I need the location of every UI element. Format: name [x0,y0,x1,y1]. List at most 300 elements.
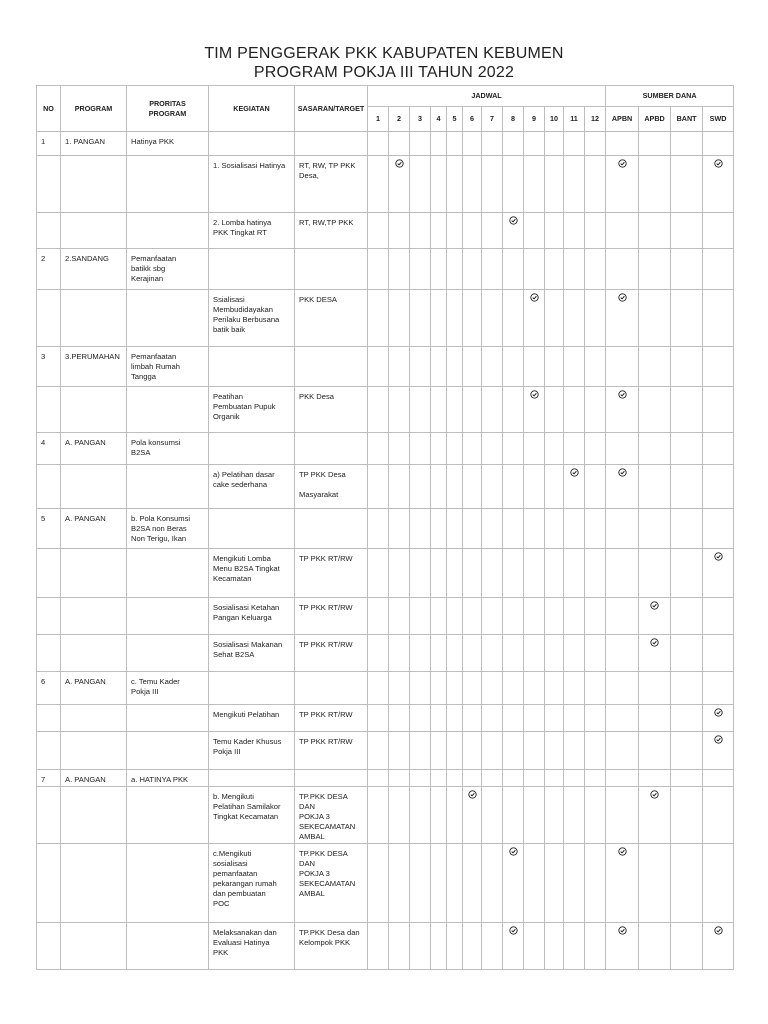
no-text [37,213,60,218]
cell-month-10 [545,156,564,213]
cell-kegiatan [209,635,295,672]
cell-fund-apbd [639,787,671,844]
cell-month-9 [524,598,545,635]
cell-month-7 [482,509,503,549]
cell-month-9 [524,387,545,433]
cell-month-12 [585,156,606,213]
cell-fund-apbn [606,387,639,433]
program-text: A. PANGAN [65,775,106,784]
prioritas-text: Hatinya PKK [131,137,175,146]
table-row [37,509,734,549]
cell-month-9 [524,705,545,732]
cell-fund-apbn [606,705,639,732]
no-text [37,465,60,470]
cell-month-10 [545,465,564,509]
cell-month-3 [410,598,431,635]
cell-month-4 [431,347,447,387]
check-circle-icon [509,847,518,856]
cell-month-1 [368,132,389,156]
cell-month-9 [524,509,545,549]
cell-month-5 [447,549,463,598]
cell-fund-apbn [606,549,639,598]
cell-sasaran [295,672,368,705]
check-circle-icon [530,293,539,302]
cell-sasaran [295,549,368,598]
cell-fund-apbn [606,132,639,156]
cell-no [37,249,61,290]
cell-kegiatan [209,598,295,635]
cell-program [61,598,127,635]
kegiatan-text: Mengikuti Lomba Menu B2SA Tingkat Kecamatan [213,554,280,583]
cell-month-6 [463,213,482,249]
cell-fund-apbd [639,387,671,433]
kegiatan-text: b. Mengikuti Pelatihan Samilakor Tingkat Kecamatan [213,792,281,821]
cell-month-10 [545,705,564,732]
program-text [61,635,126,640]
cell-month-7 [482,249,503,290]
table-row [37,549,734,598]
kegiatan-text: Peatihan Pembuatan Pupuk Organik [213,392,276,421]
cell-month-8 [503,509,524,549]
cell-no [37,433,61,465]
cell-fund-apbn [606,844,639,923]
no-text: 6 [41,677,46,686]
cell-month-7 [482,549,503,598]
cell-month-8 [503,732,524,770]
header-month-5: 5 [447,107,463,132]
cell-month-2 [389,433,410,465]
cell-kegiatan [209,844,295,923]
cell-month-10 [545,672,564,705]
cell-fund-swd [703,433,734,465]
kegiatan-text [209,132,294,137]
sasaran-text [295,770,367,775]
cell-fund-swd [703,770,734,787]
cell-month-1 [368,433,389,465]
cell-month-6 [463,156,482,213]
cell-prioritas [127,347,209,387]
cell-month-8 [503,387,524,433]
title-line-1: TIM PENGGERAK PKK KABUPATEN KEBUMEN [204,45,564,62]
cell-month-3 [410,923,431,970]
no-text [37,387,60,392]
cell-fund-apbn [606,433,639,465]
cell-month-11 [564,923,585,970]
cell-fund-apbn [606,923,639,970]
cell-fund-swd [703,598,734,635]
sasaran-text: TP PKK RT/RW [299,603,353,612]
program-text: A. PANGAN [65,438,106,447]
cell-month-7 [482,672,503,705]
program-text [61,787,126,792]
cell-month-7 [482,705,503,732]
cell-kegiatan [209,549,295,598]
cell-kegiatan [209,249,295,290]
cell-month-1 [368,844,389,923]
header-month-7: 7 [482,107,503,132]
cell-month-9 [524,635,545,672]
cell-sasaran [295,770,368,787]
cell-sasaran [295,787,368,844]
prioritas-text: Pemanfaatan batikk sbg Kerajinan [131,254,177,283]
cell-sasaran [295,132,368,156]
cell-fund-apbn [606,347,639,387]
sasaran-text: TP.PKK DESA DAN POKJA 3 SEKECAMATAN AMBAL [299,792,356,841]
program-text: 1. PANGAN [65,137,105,146]
cell-prioritas [127,249,209,290]
program-text [61,387,126,392]
cell-fund-apbn [606,290,639,347]
check-circle-icon [714,159,723,168]
cell-month-12 [585,132,606,156]
cell-program [61,387,127,433]
header-no: NO [37,86,61,132]
cell-month-6 [463,732,482,770]
sasaran-text [295,249,367,254]
cell-month-1 [368,705,389,732]
no-text [37,732,60,737]
cell-month-2 [389,132,410,156]
cell-fund-apbn [606,249,639,290]
cell-no [37,387,61,433]
cell-month-9 [524,770,545,787]
table-row [37,598,734,635]
prioritas-text [127,732,208,737]
no-text [37,635,60,640]
cell-kegiatan [209,509,295,549]
cell-month-2 [389,156,410,213]
sasaran-text: TP PKK RT/RW [299,554,353,563]
kegiatan-text [209,249,294,254]
cell-prioritas [127,705,209,732]
cell-month-11 [564,465,585,509]
document-title [0,44,768,82]
cell-fund-apbd [639,433,671,465]
cell-kegiatan [209,923,295,970]
sasaran-text: TP.PKK DESA DAN POKJA 3 SEKECAMATAN AMBAL [299,849,356,898]
cell-month-4 [431,635,447,672]
program-text [61,598,126,603]
header-fund-apbn: APBN [606,107,639,132]
cell-no [37,844,61,923]
sasaran-text: PKK DESA [299,295,337,304]
cell-month-5 [447,465,463,509]
header-month-4: 4 [431,107,447,132]
cell-month-10 [545,635,564,672]
cell-month-5 [447,249,463,290]
cell-sasaran [295,387,368,433]
cell-month-7 [482,844,503,923]
check-circle-icon [650,638,659,647]
cell-month-8 [503,549,524,598]
cell-fund-apbn [606,213,639,249]
table-row [37,770,734,787]
cell-kegiatan [209,705,295,732]
cell-month-1 [368,347,389,387]
header-month-1: 1 [368,107,389,132]
cell-fund-bant [671,705,703,732]
cell-month-7 [482,132,503,156]
cell-month-3 [410,132,431,156]
cell-month-11 [564,732,585,770]
cell-fund-bant [671,290,703,347]
cell-fund-apbd [639,465,671,509]
cell-month-2 [389,290,410,347]
cell-fund-bant [671,844,703,923]
cell-fund-apbd [639,509,671,549]
cell-fund-apbd [639,290,671,347]
cell-prioritas [127,635,209,672]
cell-fund-swd [703,844,734,923]
cell-month-5 [447,705,463,732]
sasaran-text [295,509,367,514]
cell-month-9 [524,549,545,598]
cell-fund-bant [671,598,703,635]
kegiatan-text: Sosialisasi Makanan Sehat B2SA [213,640,283,659]
prioritas-text [127,705,208,710]
cell-month-12 [585,787,606,844]
cell-kegiatan [209,347,295,387]
cell-sasaran [295,732,368,770]
cell-sasaran [295,249,368,290]
cell-month-11 [564,387,585,433]
check-circle-icon [509,926,518,935]
cell-month-8 [503,433,524,465]
no-text: 5 [41,514,46,523]
program-text: 2.SANDANG [65,254,109,263]
cell-no [37,672,61,705]
cell-fund-swd [703,213,734,249]
cell-month-12 [585,509,606,549]
kegiatan-text: Sosialisasi Ketahan Pangan Keluarga [213,603,280,622]
cell-month-4 [431,770,447,787]
cell-month-8 [503,635,524,672]
cell-fund-apbd [639,705,671,732]
header-fund-bant: BANT [671,107,703,132]
cell-month-8 [503,347,524,387]
cell-month-8 [503,290,524,347]
cell-month-6 [463,598,482,635]
check-circle-icon [509,216,518,225]
cell-month-1 [368,549,389,598]
cell-program [61,787,127,844]
cell-month-8 [503,598,524,635]
cell-month-12 [585,433,606,465]
kegiatan-text [209,347,294,352]
sasaran-text [295,347,367,352]
cell-fund-swd [703,290,734,347]
program-text [61,923,126,928]
cell-month-8 [503,465,524,509]
cell-fund-bant [671,787,703,844]
check-circle-icon [395,159,404,168]
cell-month-10 [545,433,564,465]
cell-month-8 [503,923,524,970]
cell-fund-swd [703,923,734,970]
cell-month-2 [389,923,410,970]
prioritas-text [127,213,208,218]
cell-month-10 [545,923,564,970]
cell-month-7 [482,387,503,433]
cell-month-1 [368,923,389,970]
sasaran-text: TP PKK RT/RW [299,640,353,649]
cell-month-6 [463,770,482,787]
cell-month-9 [524,213,545,249]
cell-month-12 [585,465,606,509]
table-row [37,465,734,509]
cell-month-9 [524,787,545,844]
cell-fund-bant [671,732,703,770]
header-month-2: 2 [389,107,410,132]
header-jadwal: JADWAL [368,86,606,107]
cell-month-4 [431,433,447,465]
cell-fund-apbn [606,465,639,509]
program-text [61,844,126,849]
cell-month-7 [482,156,503,213]
cell-no [37,465,61,509]
cell-no [37,156,61,213]
cell-month-12 [585,635,606,672]
cell-month-8 [503,249,524,290]
cell-month-7 [482,635,503,672]
cell-fund-swd [703,509,734,549]
cell-month-12 [585,549,606,598]
cell-kegiatan [209,387,295,433]
cell-month-9 [524,672,545,705]
cell-month-4 [431,213,447,249]
header-prioritas [127,86,209,132]
cell-month-11 [564,598,585,635]
header-kegiatan: KEGIATAN [209,86,295,132]
cell-month-3 [410,635,431,672]
sasaran-text: TP.PKK Desa dan Kelompok PKK [299,928,360,947]
cell-month-2 [389,635,410,672]
sasaran-text: RT, RW,TP PKK [299,218,354,227]
cell-fund-apbd [639,249,671,290]
cell-month-5 [447,732,463,770]
cell-month-12 [585,732,606,770]
cell-fund-swd [703,732,734,770]
cell-kegiatan [209,213,295,249]
program-text [61,213,126,218]
cell-month-4 [431,844,447,923]
cell-program [61,705,127,732]
program-text [61,290,126,295]
cell-sasaran [295,433,368,465]
cell-month-8 [503,705,524,732]
sasaran-text: TP PKK RT/RW [299,710,353,719]
cell-fund-apbn [606,787,639,844]
cell-month-5 [447,844,463,923]
cell-program [61,156,127,213]
cell-month-3 [410,156,431,213]
cell-month-4 [431,598,447,635]
cell-month-12 [585,290,606,347]
cell-month-3 [410,844,431,923]
cell-program [61,433,127,465]
cell-sasaran [295,290,368,347]
no-text: 4 [41,438,46,447]
cell-month-12 [585,598,606,635]
no-text: 2 [41,254,46,263]
kegiatan-text [209,672,294,677]
check-circle-icon [618,847,627,856]
cell-fund-bant [671,509,703,549]
cell-no [37,132,61,156]
cell-month-5 [447,156,463,213]
cell-prioritas [127,672,209,705]
sasaran-text: RT, RW, TP PKK Desa, [299,161,356,180]
kegiatan-text: Temu Kader Khusus Pokja III [213,737,282,756]
cell-month-9 [524,249,545,290]
cell-program [61,844,127,923]
cell-month-12 [585,705,606,732]
cell-month-2 [389,213,410,249]
cell-fund-bant [671,387,703,433]
check-circle-icon [650,601,659,610]
sasaran-text [295,672,367,677]
cell-month-2 [389,770,410,787]
cell-month-2 [389,705,410,732]
cell-month-4 [431,387,447,433]
cell-no [37,347,61,387]
header-month-6: 6 [463,107,482,132]
cell-program [61,672,127,705]
kegiatan-text [209,433,294,438]
cell-no [37,787,61,844]
cell-month-4 [431,705,447,732]
cell-month-3 [410,465,431,509]
cell-month-1 [368,290,389,347]
prioritas-text [127,923,208,928]
no-text: 7 [41,775,46,784]
cell-fund-swd [703,387,734,433]
cell-month-6 [463,509,482,549]
no-text [37,598,60,603]
cell-month-11 [564,844,585,923]
cell-month-4 [431,672,447,705]
cell-month-7 [482,433,503,465]
check-circle-icon [530,390,539,399]
cell-month-11 [564,770,585,787]
prioritas-text: a. HATINYA PKK [131,775,189,784]
no-text [37,290,60,295]
cell-sasaran [295,635,368,672]
cell-prioritas [127,787,209,844]
cell-month-7 [482,787,503,844]
cell-month-9 [524,156,545,213]
table-row [37,787,734,844]
cell-fund-swd [703,787,734,844]
cell-fund-apbn [606,156,639,213]
kegiatan-text: Ssialisasi Membudidayakan Perilaku Berbusana batik baik [213,295,280,334]
cell-month-4 [431,549,447,598]
cell-month-10 [545,509,564,549]
cell-prioritas [127,213,209,249]
cell-month-9 [524,132,545,156]
cell-month-11 [564,213,585,249]
no-text: 1 [41,137,46,146]
cell-month-9 [524,465,545,509]
prioritas-text [127,549,208,554]
cell-month-3 [410,290,431,347]
cell-month-3 [410,509,431,549]
table-row [37,156,734,213]
cell-sasaran [295,923,368,970]
kegiatan-text: Melaksanakan dan Evaluasi Hatinya PKK [213,928,277,957]
no-text [37,923,60,928]
cell-fund-bant [671,672,703,705]
